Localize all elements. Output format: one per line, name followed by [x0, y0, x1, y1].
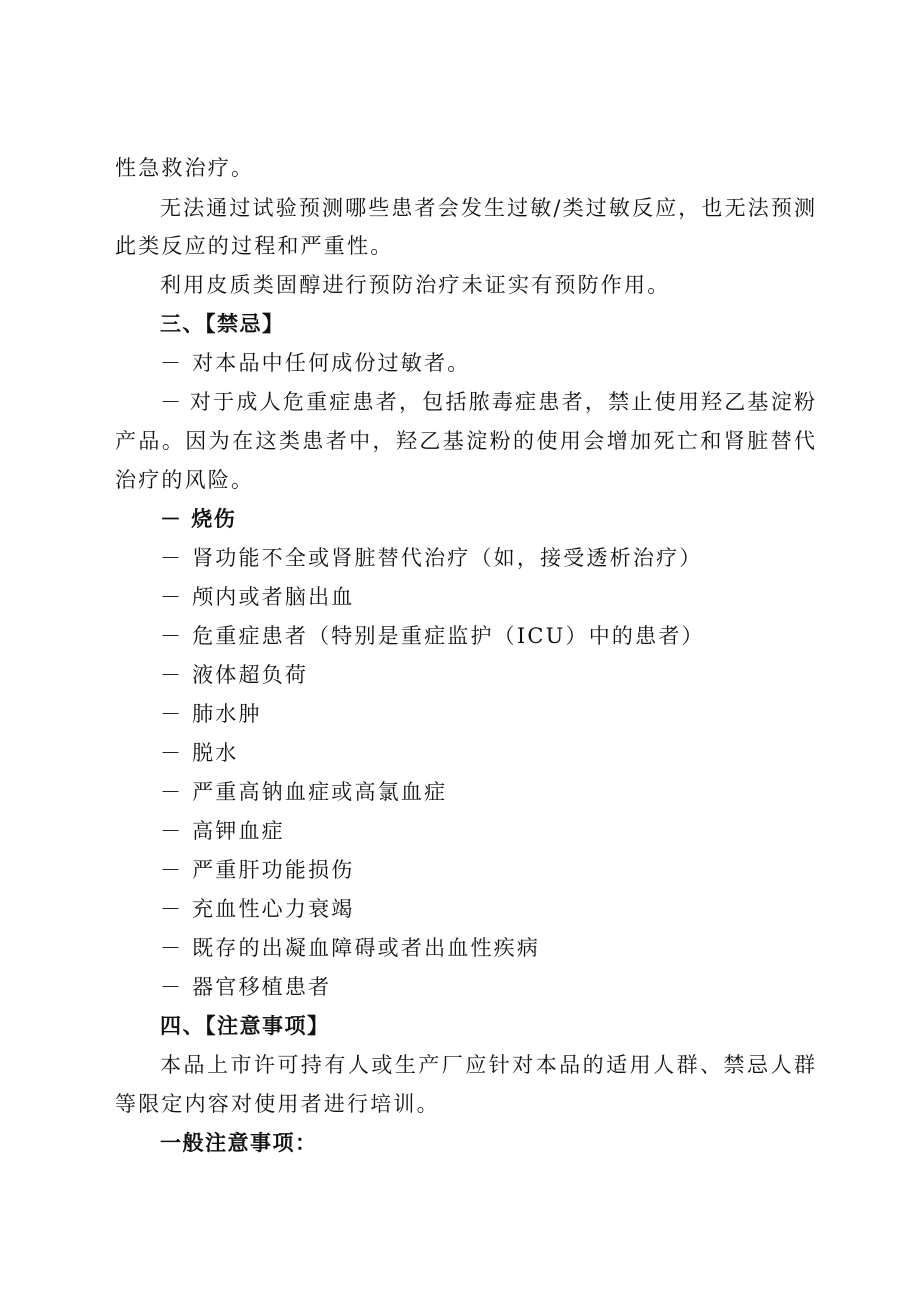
list-item: － 烧伤	[160, 507, 237, 531]
list-item: － 颅内或者脑出血	[160, 585, 355, 609]
text-line: 无法通过试验预测哪些患者会发生过敏/类过敏反应，也无法预测	[160, 196, 815, 220]
section-heading: 三、【禁忌】	[160, 312, 285, 336]
list-item: － 器官移植患者	[160, 975, 332, 999]
list-item: － 液体超负荷	[160, 663, 309, 687]
text-line: 本品上市许可持有人或生产厂应针对本品的适用人群、禁忌人群	[160, 1053, 815, 1077]
list-item: － 严重肝功能损伤	[160, 858, 355, 882]
text-line: 性急救治疗。	[115, 156, 255, 180]
text-line: 此类反应的过程和严重性。	[115, 234, 394, 258]
section-heading: 四、【注意事项】	[160, 1014, 330, 1038]
list-item: － 肺水肿	[160, 702, 262, 726]
list-item: － 肾功能不全或肾脏替代治疗（如，接受透析治疗）	[160, 546, 703, 570]
subsection-heading: 一般注意事项：	[160, 1131, 318, 1155]
list-item: － 严重高钠血症或高氯血症	[160, 780, 448, 804]
text-line: 等限定内容对使用者进行培训。	[115, 1092, 440, 1116]
text-line: 利用皮质类固醇进行预防治疗未证实有预防作用。	[160, 273, 671, 297]
list-item: － 既存的出凝血障碍或者出血性疾病	[160, 936, 541, 960]
list-item: － 高钾血症	[160, 819, 285, 843]
text-line: 产品。因为在这类患者中，羟乙基淀粉的使用会增加死亡和肾脏替代	[115, 429, 815, 453]
list-item: － 脱水	[160, 741, 239, 765]
list-item: － 对于成人危重症患者，包括脓毒症患者，禁止使用羟乙基淀粉	[160, 390, 815, 414]
text-line: 治疗的风险。	[115, 468, 255, 492]
list-item: － 充血性心力衰竭	[160, 897, 355, 921]
list-item: － 对本品中任何成份过敏者。	[160, 351, 471, 375]
list-item: － 危重症患者（特别是重症监护（ICU）中的患者）	[160, 624, 705, 648]
